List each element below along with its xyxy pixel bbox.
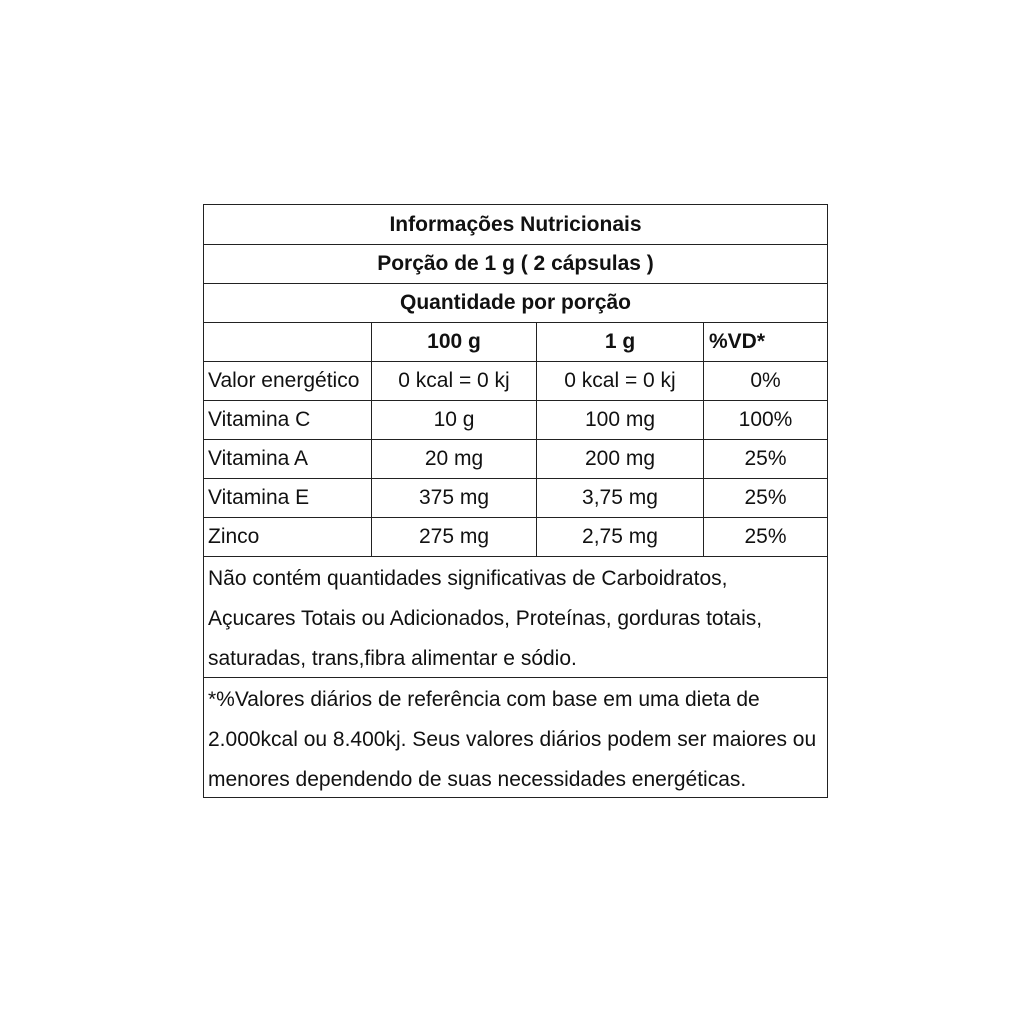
- value-1g: 200 mg: [537, 440, 704, 478]
- nutrition-facts-table: [203, 204, 828, 798]
- quantity-row: [204, 284, 827, 323]
- footnote-line: 2.000kcal ou 8.400kj. Seus valores diários podem ser maiores ou: [208, 728, 817, 751]
- column-header-row: [204, 323, 827, 362]
- value-1g: 2,75 mg: [537, 518, 704, 556]
- quantity-label: Quantidade por porção: [399, 291, 632, 314]
- value-100g: 275 mg: [372, 518, 537, 556]
- header-cell-nutrient: [204, 323, 372, 361]
- table-row: [204, 440, 827, 479]
- nutrient-name: Vitamina E: [204, 479, 372, 517]
- nutrient-name: Vitamina A: [204, 440, 372, 478]
- value-1g: 3,75 mg: [537, 479, 704, 517]
- portion-row: [204, 245, 827, 284]
- daily-value-footnote: [204, 678, 827, 796]
- value-100g: 20 mg: [372, 440, 537, 478]
- header-cell-vd: %VD*: [709, 330, 766, 353]
- value-vd: 0%: [750, 369, 781, 392]
- portion-label: Porção de 1 g ( 2 cápsulas ): [377, 252, 654, 275]
- value-100g: 10 g: [372, 401, 537, 439]
- nutrient-disclaimer: [204, 557, 827, 678]
- footnote-line: menores dependendo de suas necessidades energéticas.: [208, 768, 747, 791]
- value-vd: 25%: [744, 447, 787, 470]
- disclaimer-line: saturadas, trans,fibra alimentar e sódio.: [208, 647, 577, 670]
- value-100g: 0 kcal = 0 kj: [372, 362, 537, 400]
- table-title-row: [204, 205, 827, 245]
- disclaimer-line: Açucares Totais ou Adicionados, Proteínas, gorduras totais,: [208, 607, 763, 630]
- table-row: [204, 479, 827, 518]
- table-row: [204, 518, 827, 557]
- value-vd: 100%: [738, 408, 793, 431]
- nutrient-name: Vitamina C: [204, 401, 372, 439]
- nutrient-name: Zinco: [204, 518, 372, 556]
- nutrient-name: Valor energético: [204, 362, 372, 400]
- value-100g: 375 mg: [372, 479, 537, 517]
- value-vd: 25%: [744, 486, 787, 509]
- value-vd: 25%: [744, 525, 787, 548]
- table-row: [204, 401, 827, 440]
- table-title: Informações Nutricionais: [389, 212, 642, 236]
- header-cell-100g: 100 g: [372, 323, 537, 361]
- value-1g: 100 mg: [537, 401, 704, 439]
- footnote-line: *%Valores diários de referência com base em uma dieta de: [208, 688, 760, 711]
- header-cell-1g: 1 g: [537, 323, 704, 361]
- value-1g: 0 kcal = 0 kj: [537, 362, 704, 400]
- table-row: [204, 362, 827, 401]
- disclaimer-line: Não contém quantidades significativas de Carboidratos,: [208, 567, 728, 590]
